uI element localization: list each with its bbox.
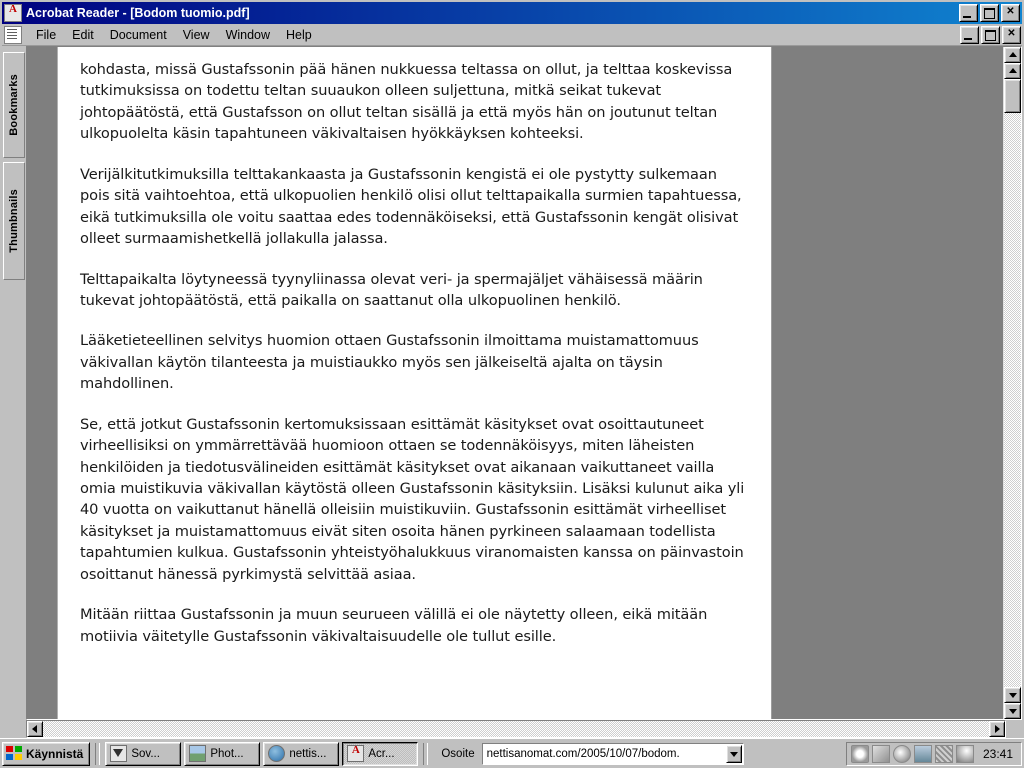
menu-file[interactable]: File bbox=[36, 28, 57, 42]
system-tray bbox=[846, 742, 1022, 766]
page-up-button[interactable] bbox=[1004, 63, 1021, 79]
windows-logo-icon bbox=[6, 746, 22, 761]
paragraph: Telttapaikalta löytyneessä tyynyliinassa olevat veri- ja spermajäljet vähäisessä määrin tukevat johtopäätöstä, että paikalla on saattanut olla ulkopuolinen henkilö. bbox=[80, 270, 703, 309]
maximize-button[interactable] bbox=[980, 4, 999, 22]
window-title: Acrobat Reader - [Bodom tuomio.pdf] bbox=[26, 6, 250, 20]
close-button[interactable]: ✕ bbox=[1001, 4, 1020, 22]
taskbar-item-nettis[interactable] bbox=[263, 742, 339, 766]
globe-icon bbox=[268, 745, 285, 762]
scroll-thumb[interactable] bbox=[1004, 79, 1021, 113]
taskbar-divider bbox=[95, 743, 100, 765]
menu-help[interactable]: Help bbox=[286, 28, 312, 42]
resize-grip[interactable] bbox=[1006, 720, 1022, 738]
menu-edit[interactable]: Edit bbox=[72, 28, 94, 42]
paragraph: Lääketieteellinen selvitys huomion ottaen Gustafssonin ilmoittama muistamattomuus väkivallan käytön tilanteesta ja muistiaukko myös sen jälkeiseltä ajalta on täysin mahdollinen. bbox=[80, 332, 699, 393]
main-area bbox=[2, 46, 1022, 720]
play-icon bbox=[110, 745, 127, 762]
arrow-down-icon bbox=[1009, 693, 1017, 698]
taskbar-item-label: Acr... bbox=[368, 747, 395, 760]
start-button[interactable] bbox=[2, 742, 90, 766]
arrow-up-icon bbox=[1009, 52, 1017, 57]
tab-bookmarks[interactable] bbox=[3, 52, 25, 158]
tab-bookmarks-label: Bookmarks bbox=[8, 74, 20, 136]
taskbar-item-acr[interactable] bbox=[342, 742, 418, 766]
scroll-up-button[interactable] bbox=[1004, 47, 1021, 63]
tab-thumbnails[interactable] bbox=[3, 162, 25, 280]
paragraph: Verijälkitutkimuksilla telttakankaasta ja Gustafssonin kengistä ei ole pystytty sulkemaan pois sitä vaihtoehtoa, että ulkopuolien henkilö olisi ollut telttapaikalla surmien tapahtuessa, eikä tutkimuksilla ole voitu saattaa edes todennäköiseksi, että Gustafssonin kengät olisivat olleet surmaamishetkellä jollakulla jalassa. bbox=[80, 165, 742, 248]
acrobat-icon bbox=[347, 745, 364, 762]
scroll-right-button[interactable] bbox=[989, 721, 1005, 737]
arrow-right-icon bbox=[995, 725, 1000, 733]
clock[interactable]: 23:41 bbox=[982, 746, 1013, 761]
taskbar-item-phot[interactable] bbox=[184, 742, 260, 766]
tray-icon-3[interactable] bbox=[893, 745, 911, 763]
menu-window[interactable]: Window bbox=[225, 28, 271, 42]
tray-icon-6[interactable] bbox=[956, 745, 974, 763]
arrow-up-icon bbox=[1009, 68, 1017, 73]
taskbar-divider bbox=[423, 743, 428, 765]
paragraph: kohdasta, missä Gustafssonin pää hänen nukkuessa teltassa on ollut, ja telttaa koskevissa tutkimuksissa on todettu teltan suuaukon olleen suljettuna, mitkä seikat tukevat johtopäätöstä, että Gustafsson on ollut teltan sisällä ja että myös hän on joutunut teltan ulkopuolelta käsin tapahtuneen väkivaltaisen hyökkäyksen kohteeksi. bbox=[80, 61, 733, 143]
horizontal-scroll-track[interactable] bbox=[43, 721, 989, 737]
horizontal-scroll-row bbox=[2, 720, 1022, 738]
taskbar-item-sov[interactable] bbox=[105, 742, 181, 766]
paragraph: Mitään riittaa Gustafssonin ja muun seurueen välillä ei ole näytetty olleen, eikä mitään motiivia väitetylle Gustafssonin väkivaltaisuudelle ole tullut esille. bbox=[80, 606, 708, 645]
taskbar-item-label: Phot... bbox=[210, 747, 244, 760]
document-close-button[interactable]: ✕ bbox=[1002, 26, 1021, 44]
arrow-down-icon bbox=[1009, 709, 1017, 714]
menu-document[interactable]: Document bbox=[109, 28, 167, 42]
scroll-down-button[interactable] bbox=[1004, 703, 1021, 719]
tab-thumbnails-label: Thumbnails bbox=[8, 189, 20, 253]
document-restore-button[interactable] bbox=[981, 26, 1000, 44]
document-icon[interactable] bbox=[4, 26, 22, 44]
paragraph: Se, että jotkut Gustafssonin kertomuksissaan esittämät käsitykset ovat osoittautuneet virheellisiksi on ymmärrettävää huomioon ottaen se todennäköisyys, miten läheisten henkilöiden ja tiedotusvälineiden esittämät käsitykset ovat aikanaan vaikuttaneet vailla omia muistikuvia väkivallan käytöstä olleen Gustafssonin käsityksiin. Lisäksi kulunut aika yli 40 vuotta on vaikuttanut hänellä olleisiin muistikuviin. Gustafssonin esittämät virheelliset käsitykset ja muistamattomuus eivät siten osoita hänen pyrkineen salaamaan todellista tapahtumien kulkua. Gustafssonin yhteistyöhalukkuus viranomaisten kanssa on päinvastoin osoittanut hänessä pyrkimystä selvittää asiaa. bbox=[80, 415, 745, 583]
tray-icon-4[interactable] bbox=[914, 745, 932, 763]
horizontal-scrollbar[interactable] bbox=[26, 720, 1006, 738]
scroll-track[interactable] bbox=[1004, 79, 1021, 687]
document-minimize-button[interactable] bbox=[960, 26, 979, 44]
photo-icon bbox=[189, 745, 206, 762]
vertical-scrollbar-outer[interactable] bbox=[1003, 47, 1021, 719]
address-bar[interactable] bbox=[482, 743, 744, 765]
start-button-label: Käynnistä bbox=[26, 746, 84, 761]
taskbar bbox=[0, 738, 1024, 768]
pdf-page bbox=[57, 47, 772, 719]
navigation-tab-strip bbox=[2, 46, 26, 720]
arrow-down-glyph bbox=[730, 752, 738, 757]
address-value: nettisanomat.com/2005/10/07/bodom. bbox=[486, 747, 680, 760]
menu-view[interactable]: View bbox=[182, 28, 210, 42]
scroll-left-button[interactable] bbox=[27, 721, 43, 737]
tray-icon-1[interactable] bbox=[851, 745, 869, 763]
document-window-controls bbox=[960, 26, 1022, 44]
arrow-left-icon bbox=[32, 725, 37, 733]
taskbar-item-label: Sov... bbox=[131, 747, 160, 760]
tray-icon-2[interactable] bbox=[872, 745, 890, 763]
acrobat-icon bbox=[4, 4, 22, 22]
minimize-button[interactable] bbox=[959, 4, 978, 22]
chevron-down-icon[interactable] bbox=[726, 745, 742, 763]
scroll-row-spacer bbox=[2, 720, 26, 738]
page-down-button[interactable] bbox=[1004, 687, 1021, 703]
page-scroller bbox=[27, 47, 1003, 719]
document-pane bbox=[26, 46, 1022, 720]
title-bar bbox=[2, 2, 1022, 24]
menu-bar bbox=[2, 25, 1022, 46]
address-label: Osoite bbox=[441, 747, 475, 760]
tray-icon-5[interactable] bbox=[935, 745, 953, 763]
taskbar-item-label: nettis... bbox=[289, 747, 327, 760]
window-controls bbox=[959, 4, 1020, 22]
